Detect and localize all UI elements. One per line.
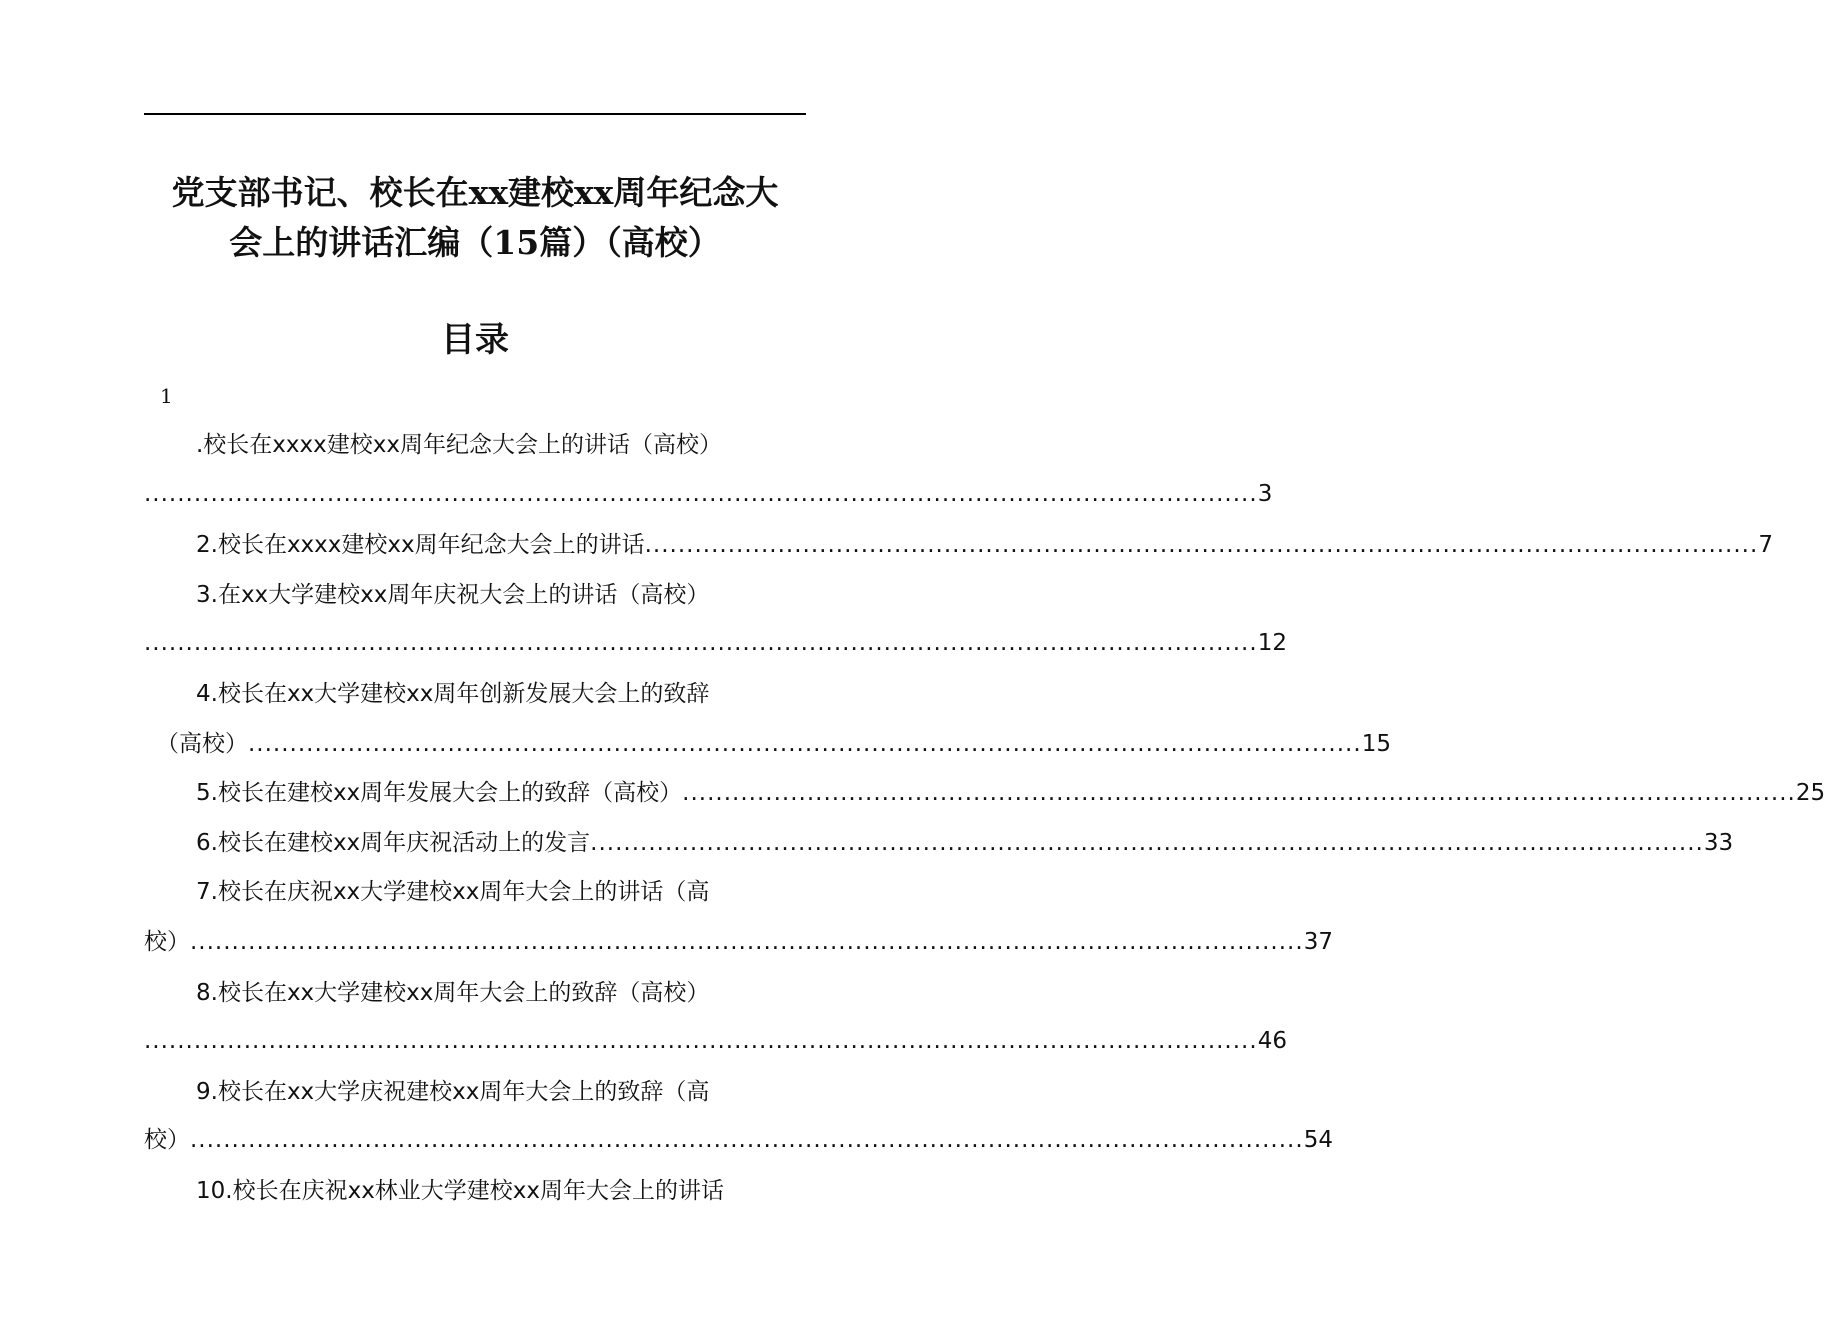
toc-entry-7-leader[interactable]: 校） ...................................................................................................................................... 37 [144, 924, 806, 960]
toc-entry-2-page: 7 [1758, 532, 1773, 558]
toc-entry-8-title[interactable]: 8.校长在xx大学建校xx周年大会上的致辞（高校） [196, 980, 710, 1006]
toc-entry-4-page: 15 [1361, 731, 1391, 757]
toc-entry-1-leader[interactable]: ...................................................................................................................................... 3 [144, 476, 806, 512]
toc-entry-3-title[interactable]: 3.在xx大学建校xx周年庆祝大会上的讲话（高校） [196, 582, 710, 608]
toc-entry-4-leader[interactable]: （高校） ...................................................................................................................................... 15 [144, 726, 806, 762]
toc-entry-6[interactable]: 6.校长在建校xx周年庆祝活动上的发言 ...................................................................................................................................... 33 [144, 825, 806, 861]
header-rule [144, 113, 806, 115]
toc-entry-10-title[interactable]: 10.校长在庆祝xx林业大学建校xx周年大会上的讲话 [196, 1178, 725, 1204]
document-title [144, 168, 806, 268]
toc-entry-3-leader[interactable]: ...................................................................................................................................... 12 [144, 625, 806, 661]
toc-entry-9-title[interactable]: 9.校长在xx大学庆祝建校xx周年大会上的致辞（高 [196, 1079, 710, 1105]
toc-entry-1-title[interactable]: .校长在xxxx建校xx周年纪念大会上的讲话（高校） [196, 432, 722, 458]
toc-entry-7-page: 37 [1303, 929, 1333, 955]
toc-entry-1-page: 3 [1257, 481, 1273, 507]
toc-entry-8-page: 46 [1257, 1028, 1287, 1054]
toc-entry-5-page: 25 [1795, 780, 1825, 806]
title-line-2: 会上的讲话汇编（15篇）（高校） [229, 223, 721, 262]
title-line-1: 党支部书记、校长在xx建校xx周年纪念大 [171, 173, 779, 212]
toc-entry-2[interactable]: 2.校长在xxxx建校xx周年纪念大会上的讲话 ...................................................................................................................................... 7 [144, 527, 806, 563]
stray-number: 1 [160, 384, 173, 408]
toc-entry-4-title[interactable]: 4.校长在xx大学建校xx周年创新发展大会上的致辞 [196, 681, 710, 707]
toc-entry-5[interactable]: 5.校长在建校xx周年发展大会上的致辞（高校） ...................................................................................................................................... 25 [144, 775, 806, 811]
toc-entry-3-page: 12 [1257, 630, 1287, 656]
toc-entry-9-leader[interactable]: 校） ...................................................................................................................................... 54 [144, 1122, 806, 1158]
toc-entry-9-page: 54 [1303, 1127, 1333, 1153]
toc-entry-7-title[interactable]: 7.校长在庆祝xx大学建校xx周年大会上的讲话（高 [196, 879, 710, 905]
toc-entry-8-leader[interactable]: ...................................................................................................................................... 46 [144, 1023, 806, 1059]
toc-entry-6-page: 33 [1703, 830, 1734, 856]
toc-heading: 目录 [441, 320, 509, 360]
